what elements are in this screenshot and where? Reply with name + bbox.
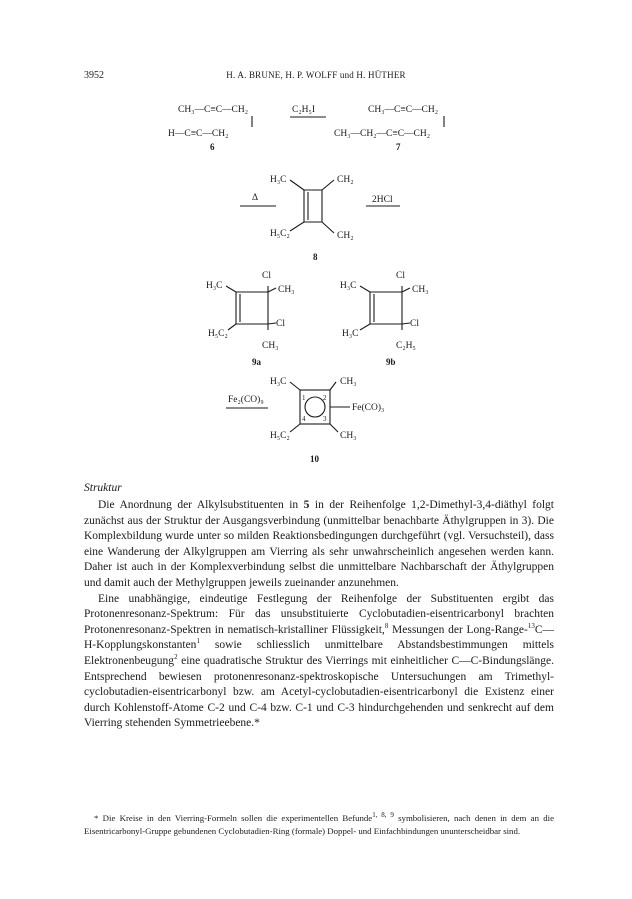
compound-9a-bl: H₅C₂ — [208, 329, 228, 339]
compound-9b-tl: H₃C — [340, 281, 357, 291]
compound-9b-cl-bot: Cl — [410, 319, 419, 329]
p2-ref-3: 2 — [174, 653, 178, 662]
compound-10-fe: Fe(CO)₃ — [352, 403, 385, 413]
page-number: 3952 — [84, 70, 104, 81]
p1-text-1: Die Anordnung der Alkylsubstituenten in — [98, 499, 304, 511]
compound-10-bl: H₅C₂ — [270, 431, 290, 441]
p2-text-4: sowie schliesslich unmittelbare Abstandsbestimmungen mittels Elektronenbeugung — [84, 639, 554, 667]
p1-compound-ref: 5 — [303, 499, 310, 511]
footnote-text-1: * Die Kreise in den Vierring-Formeln sollen die experimentellen Befunde — [94, 813, 373, 823]
p2-text-3: C—H-Kopplungskonstanten — [84, 623, 554, 652]
arrow-heat — [240, 193, 276, 206]
footnote — [84, 812, 554, 838]
compound-10 — [270, 377, 384, 464]
compound-7-number: 7 — [396, 142, 401, 152]
compound-10-tl: H₃C — [270, 377, 287, 387]
compound-8-number: 8 — [313, 252, 318, 262]
compound-10-number: 10 — [310, 454, 319, 464]
reagent-ethyl-iodide: C₂H₅I — [292, 105, 315, 115]
reagent-heat: Δ — [252, 193, 259, 203]
compound-8-bl: H₅C₂ — [270, 229, 290, 239]
compound-9b-c2h5-bot: C₂H₅ — [396, 341, 416, 351]
compound-7-line1: CH₃—C≡C—CH₂ — [368, 105, 439, 115]
p2-text-2: Messungen der Long-Range- — [388, 623, 528, 636]
compound-8-br: CH₂ — [337, 231, 354, 241]
reagent-hcl: 2HCl — [372, 195, 393, 205]
compound-9b-cl-top: Cl — [396, 271, 405, 281]
p2-text-5: eine quadratische Struktur des Vierrings mit einheitlicher C—C-Bindungslänge. Entsprechend bewiesen protonenresonanz-spektroskopische Untersuchungen am Trimethyl-cyclobutadien-eisentricarbonyl bzw. am Acetyl-cyclobutadien-eisentricarbonyl die Existenz einer durch Kohlenstoff-Atome C-2 und C-4 bzw. C-1 und C-3 hindurchgehenden und senkrecht auf dem Vierring stehenden Symmetrieebene.* — [84, 654, 554, 730]
compound-9b-bl: H₃C — [342, 329, 359, 339]
compound-10-pos4: 4 — [302, 415, 306, 423]
compound-9a-cl-bot: Cl — [276, 319, 285, 329]
compound-10-pos1: 1 — [302, 394, 306, 402]
compound-8-tl: H₃C — [270, 175, 287, 185]
compound-6-number: 6 — [210, 142, 215, 152]
running-head: H. A. BRUNE, H. P. WOLFF und H. HÜTHER — [226, 70, 406, 80]
compound-9a-ch3-top: CH₃ — [278, 285, 295, 295]
p2-ref-2: 1 — [196, 637, 200, 646]
compound-6 — [168, 105, 252, 152]
compound-6-line2: H—C≡C—CH₂ — [168, 129, 229, 139]
compound-9a-tl: H₃C — [206, 281, 223, 291]
compound-9a-ch3-bot: CH₃ — [262, 341, 279, 351]
compound-10-pos3: 3 — [323, 415, 327, 423]
compound-7-line2: CH₃—CH₂—C≡C—CH₂ — [334, 129, 431, 139]
compound-9b-ch3-top: CH₃ — [412, 285, 429, 295]
p1-text-2: in der Reihenfolge 1,2-Dimethyl-3,4-diäthyl folgt zunächst aus der Struktur der Ausgangsverbindung (unmittelbar benachbarte Äthylgruppen in 3). Die Komplexbildung wurde unter so milden Reaktionsbedingungen durchgeführt (vgl. Versuchsteil), dass eine Wanderung der Alkylgruppen am Vierring als sehr unwahrscheinlich angesehen werden kann. Daher ist auch in der Komplexverbindung selbst die unmittelbare Nachbarschaft der Äthylgruppen und damit auch der Methylgruppen jeweils zueinander anzunehmen. — [84, 499, 554, 589]
compound-8 — [270, 175, 354, 262]
paragraph-1 — [84, 498, 554, 592]
compound-10-br: CH₃ — [340, 431, 357, 441]
p2-isotope: 13 — [527, 621, 535, 630]
section-heading: Struktur — [84, 482, 122, 494]
compound-9b — [340, 271, 429, 367]
compound-10-pos2: 2 — [323, 394, 327, 402]
body-text — [84, 498, 554, 732]
compound-10-tr: CH₃ — [340, 377, 357, 387]
footnote-text-2: symbolisieren, nach denen in dem an die Eisentricarbonyl-Gruppe gebundenen Cyclobutadien-Ring (formale) Doppel- und Einfachbindungen ununterscheidbar sind. — [84, 813, 554, 836]
paragraph-2 — [84, 592, 554, 732]
compound-6-line1: CH₃—C≡C—CH₂ — [178, 105, 249, 115]
compound-9a-cl-top: Cl — [262, 271, 271, 281]
compound-8-tr: CH₂ — [337, 175, 354, 185]
reagent-iron-carbonyl: Fe₂(CO)₉ — [228, 395, 264, 405]
arrow-reagent-1 — [290, 105, 326, 117]
reaction-scheme — [0, 90, 632, 470]
arrow-reagent-2 — [366, 195, 400, 206]
footnote-refs: 1, 8, 9 — [372, 811, 394, 820]
p2-ref-1: 8 — [384, 621, 389, 630]
compound-9b-number: 9b — [386, 357, 396, 367]
p2-text-1: Eine unabhängige, eindeutige Festlegung der Reihenfolge der Substituenten ergibt das Protonenresonanz-Spektrum: Für das unsubstituierte Cyclobutadien-eisentricarbonyl brachten Protonenresonanz-Spektren in nematisch-kristalliner Flüssigkeit, — [84, 592, 554, 636]
compound-9a-number: 9a — [252, 357, 261, 367]
compound-7 — [334, 105, 444, 152]
compound-9a — [206, 271, 295, 367]
arrow-reagent-3 — [226, 394, 268, 408]
